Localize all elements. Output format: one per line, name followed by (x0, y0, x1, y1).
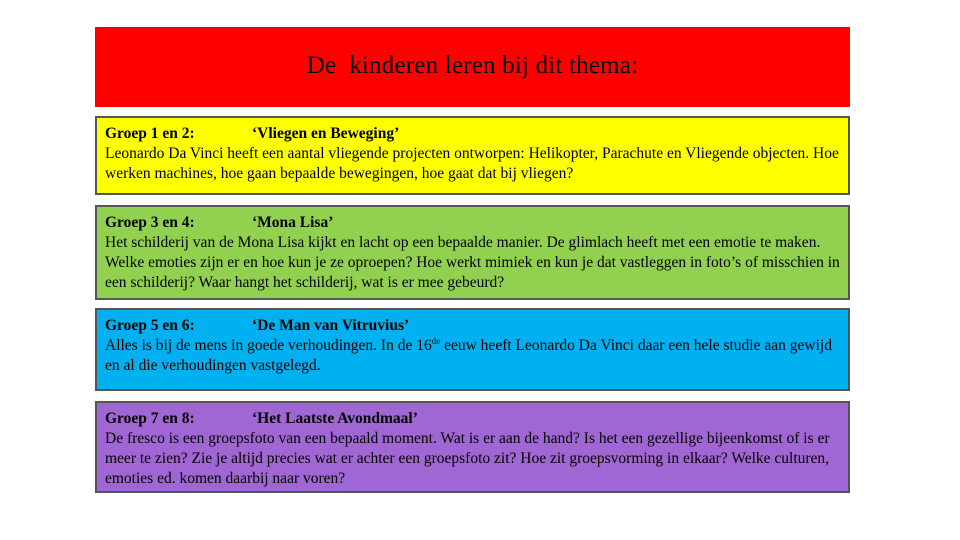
card-group-label: Groep 3 en 4: (105, 214, 195, 231)
card-theme-title: ‘Het Laatste Avondmaal’ (252, 410, 418, 427)
card-description: Het schilderij van de Mona Lisa kijkt en lacht op een bepaalde manier. De glimlach heeft met een emotie te maken. Welke emoties zijn er en hoe kun je ze oproepen? Hoe werkt mimiek en kun je dat vastleggen in foto’s of misschien in een schilderij? Waar hangt het schilderij, wat is er mee gebeurd? (105, 234, 840, 291)
card-description (105, 336, 840, 376)
card-heading (105, 124, 840, 144)
title-banner (95, 27, 850, 107)
card-description: De fresco is een groepsfoto van een bepaald moment. Wat is er aan de hand? Is het een gezellige bijeenkomst of is er meer te zien? Zie je altijd precies wat er achter een groepsfoto zit? Hoe zit groepsvorming in elkaar? Welke culturen, emoties ed. komen daarbij naar voren? (105, 430, 830, 487)
card-groep-3-4 (95, 205, 850, 300)
card-heading (105, 213, 840, 233)
card-theme-title: ‘Mona Lisa’ (252, 214, 334, 231)
card-description: Leonardo Da Vinci heeft een aantal vliegende projecten ontworpen: Helikopter, Parachute en Vliegende objecten. Hoe werken machines, hoe gaan bepaalde bewegingen, hoe gaat dat bij vliegen? (105, 145, 839, 182)
card-heading (105, 409, 840, 429)
card-group-label: Groep 7 en 8: (105, 410, 195, 427)
card-groep-7-8 (95, 401, 850, 493)
page-title: De kinderen leren bij dit thema: (306, 52, 639, 79)
card-heading (105, 316, 840, 336)
card-groep-5-6 (95, 308, 850, 391)
ordinal-suffix: de (431, 336, 441, 346)
card-theme-title: ‘Vliegen en Beweging’ (252, 125, 400, 142)
card-theme-title: ‘De Man van Vitruvius’ (252, 317, 410, 334)
card-groep-1-2 (95, 116, 850, 195)
card-description-part-1: Alles is bij de mens in goede verhoudingen. In de 16 (105, 337, 432, 354)
card-description-part-2: eeuw heeft Leonardo Da Vinci daar een hele studie aan gewijd en al die verhoudingen vastgelegd. (105, 337, 832, 374)
card-group-label: Groep 5 en 6: (105, 317, 195, 334)
card-group-label: Groep 1 en 2: (105, 125, 195, 142)
